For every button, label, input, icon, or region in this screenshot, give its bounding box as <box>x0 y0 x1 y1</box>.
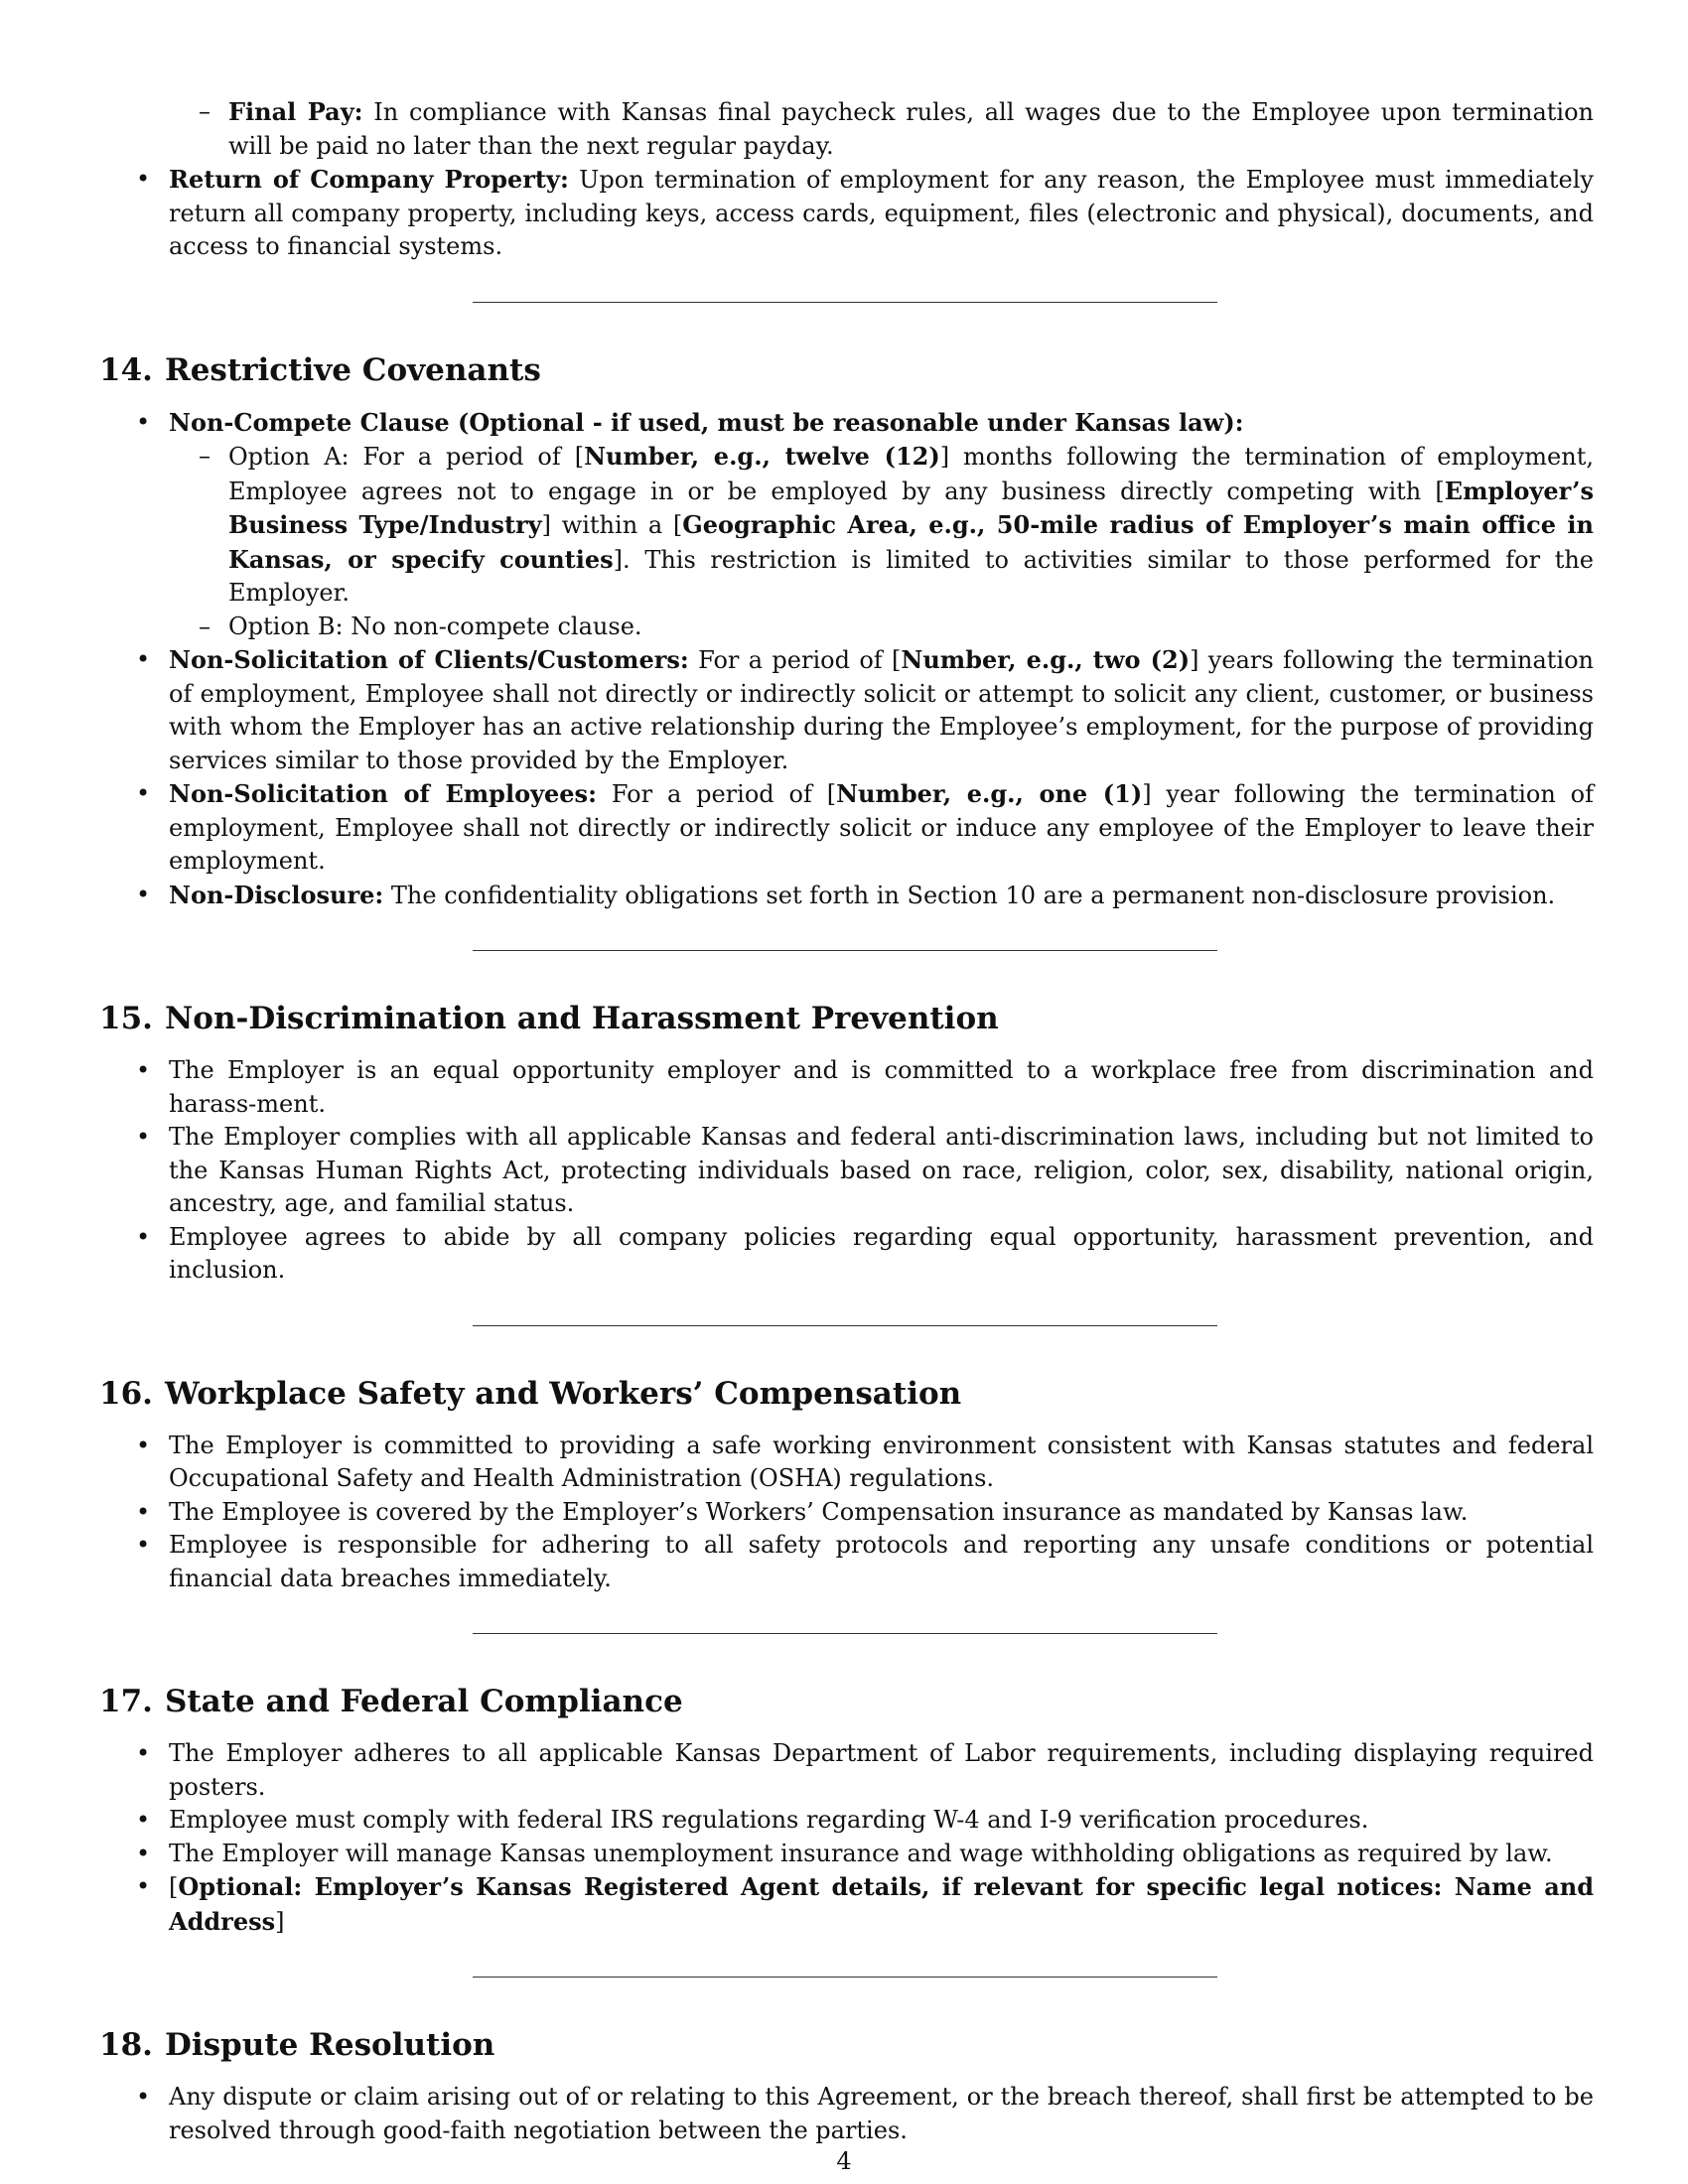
list-item: • The Employee is covered by the Employer’s Workers’ Compensation insurance as mandated by Kansas law. <box>99 1496 1594 1530</box>
final-pay-item <box>99 95 1594 163</box>
option-a-months: Number, e.g., twelve (12) <box>584 442 940 471</box>
bracket-open: [ <box>169 1873 179 1901</box>
section-18-heading <box>99 2025 1594 2065</box>
nonsolicit-employees-text-2: ] year following the termination of employment, Employee shall not directly or indirectly solicit or induce any employee of the Employer to leave their employment. <box>169 780 1595 875</box>
bracket-close: ] <box>275 1907 285 1936</box>
section-divider <box>473 302 1217 303</box>
section-17-number: 17. <box>99 1684 153 1719</box>
nonsolicit-clients-label: Non-Solicitation of Clients/Customers: <box>169 645 689 674</box>
option-a <box>169 440 1594 611</box>
nonsolicit-employees-text-1: For a period of [ <box>611 780 837 808</box>
option-a-text-2: ] months following the termination of employment, Employee agrees not to engage in or be employed by any business directly competing with [ <box>228 443 1594 505</box>
list-item: • Employee must comply with federal IRS regulations regarding W-4 and I-9 verification procedures. <box>99 1804 1594 1838</box>
list-item: • Employee agrees to abide by all company policies regarding equal opportunity, harassment prevention, and inclusion. <box>99 1221 1594 1288</box>
nondisclosure-label: Non-Disclosure: <box>169 880 384 909</box>
sec15-list <box>99 1054 1594 1288</box>
list-item: • The Employer is an equal opportunity employer and is committed to a workplace free from discrimination and harass-ment. <box>99 1054 1594 1121</box>
return-property-label: Return of Company Property: <box>169 165 569 194</box>
page-content <box>99 95 1594 2147</box>
section-divider <box>473 1325 1217 1326</box>
section-15-title: Non-Discrimination and Harassment Prevention <box>164 1001 999 1036</box>
nonsolicit-employees-years: Number, e.g., one (1) <box>836 779 1143 808</box>
list-item: • Employee is responsible for adhering to all safety protocols and reporting any unsafe conditions or potential financial data breaches immediately. <box>99 1529 1594 1595</box>
option-a-area: Geographic Area, e.g., 50-mile radius of Employer’s main office in Kansas, or specify counties <box>228 510 1595 574</box>
final-pay-label: Final Pay: <box>228 97 363 126</box>
section-18-title: Dispute Resolution <box>164 2027 495 2063</box>
section-15-number: 15. <box>99 1001 153 1036</box>
final-pay-sublist <box>99 95 1594 163</box>
nondisclosure-item <box>99 879 1594 913</box>
option-a-text-3: ] within a [ <box>541 511 683 539</box>
sec17-list <box>99 1737 1594 1939</box>
sec14-list <box>99 406 1594 913</box>
section-17-heading <box>99 1682 1594 1721</box>
optional-agent-text: Optional: Employer’s Kansas Registered Agent details, if relevant for specific legal notices: Name and Address <box>169 1872 1594 1936</box>
nonsolicit-clients-text-2: ] years following the termination of employment, Employee shall not directly or indirectly solicit or attempt to solicit any client, customer, or business with whom the Employer has an active relationship during the Employee’s employment, for the purpose of providing services similar to those provided by the Employer. <box>169 646 1595 774</box>
section-18-number: 18. <box>99 2027 153 2063</box>
option-a-text-4: ]. This restriction is limited to activities similar to those performed for the Employer. <box>228 545 1595 607</box>
list-item: • The Employer is committed to providing a safe working environment consistent with Kansas statutes and federal Occupational Safety and Health Administration (OSHA) regulations. <box>99 1430 1594 1496</box>
section-divider <box>473 1633 1217 1634</box>
section-17-title: State and Federal Compliance <box>164 1684 683 1719</box>
section-16-heading <box>99 1374 1594 1414</box>
list-item: • Any dispute or claim arising out of or relating to this Agreement, or the breach thereof, shall first be attempted to be resolved through good-faith negotiation between the parties. <box>99 2081 1594 2147</box>
section-15-heading <box>99 999 1594 1038</box>
section-divider <box>473 1977 1217 1978</box>
section-16-title: Workplace Safety and Workers’ Compensation <box>164 1375 962 1412</box>
dash-marker: – <box>199 97 211 125</box>
optional-agent-item <box>99 1870 1594 1939</box>
option-b-text: Option B: No non-compete clause. <box>228 612 642 640</box>
list-item: • The Employer adheres to all applicable Kansas Department of Labor requirements, including displaying required posters. <box>99 1737 1594 1804</box>
section-14-number: 14. <box>99 351 153 388</box>
sec18-list <box>99 2081 1594 2147</box>
section-16-number: 16. <box>99 1375 153 1412</box>
final-pay-subitem <box>99 95 1594 163</box>
sec13-tail-list <box>99 95 1594 264</box>
section-divider <box>473 950 1217 951</box>
sec16-list <box>99 1430 1594 1596</box>
nondisclosure-text: The confidentiality obligations set forth in Section 10 are a permanent non-disclosure provision. <box>390 881 1556 909</box>
noncompete-item <box>99 406 1594 644</box>
nonsolicit-clients-years: Number, e.g., two (2) <box>901 645 1191 674</box>
noncompete-label: Non-Compete Clause (Optional - if used, must be reasonable under Kansas law): <box>169 407 1244 437</box>
option-a-business: Employer’s Business Type/Industry <box>228 476 1594 539</box>
nonsolicit-clients-item <box>99 643 1594 777</box>
option-a-text-1: Option A: For a period of [ <box>228 443 585 471</box>
list-item: • The Employer complies with all applicable Kansas and federal anti-discrimination laws, including but not limited to the Kansas Human Rights Act, protecting individuals based on race, religion, color, sex, disability, national origin, ancestry, age, and familial status. <box>99 1121 1594 1221</box>
section-14-heading <box>99 350 1594 390</box>
return-property-text: Upon termination of employment for any reason, the Employee must immediately return all company property, including keys, access cards, equipment, files (electronic and physical), documents, and access to financial systems. <box>169 166 1594 260</box>
section-14-title: Restrictive Covenants <box>164 351 541 388</box>
nonsolicit-clients-text-1: For a period of [ <box>698 646 902 674</box>
nonsolicit-employees-label: Non-Solicitation of Employees: <box>169 779 597 808</box>
noncompete-options <box>169 440 1594 643</box>
nonsolicit-employees-item <box>99 777 1594 879</box>
final-pay-text: In compliance with Kansas final paycheck rules, all wages due to the Employee upon termination will be paid no later than the next regular payday. <box>228 98 1595 160</box>
page-number: 4 <box>836 2147 852 2175</box>
option-b <box>169 611 1594 644</box>
return-property-item <box>99 163 1594 264</box>
list-item: • The Employer will manage Kansas unemployment insurance and wage withholding obligations as required by law. <box>99 1838 1594 1871</box>
